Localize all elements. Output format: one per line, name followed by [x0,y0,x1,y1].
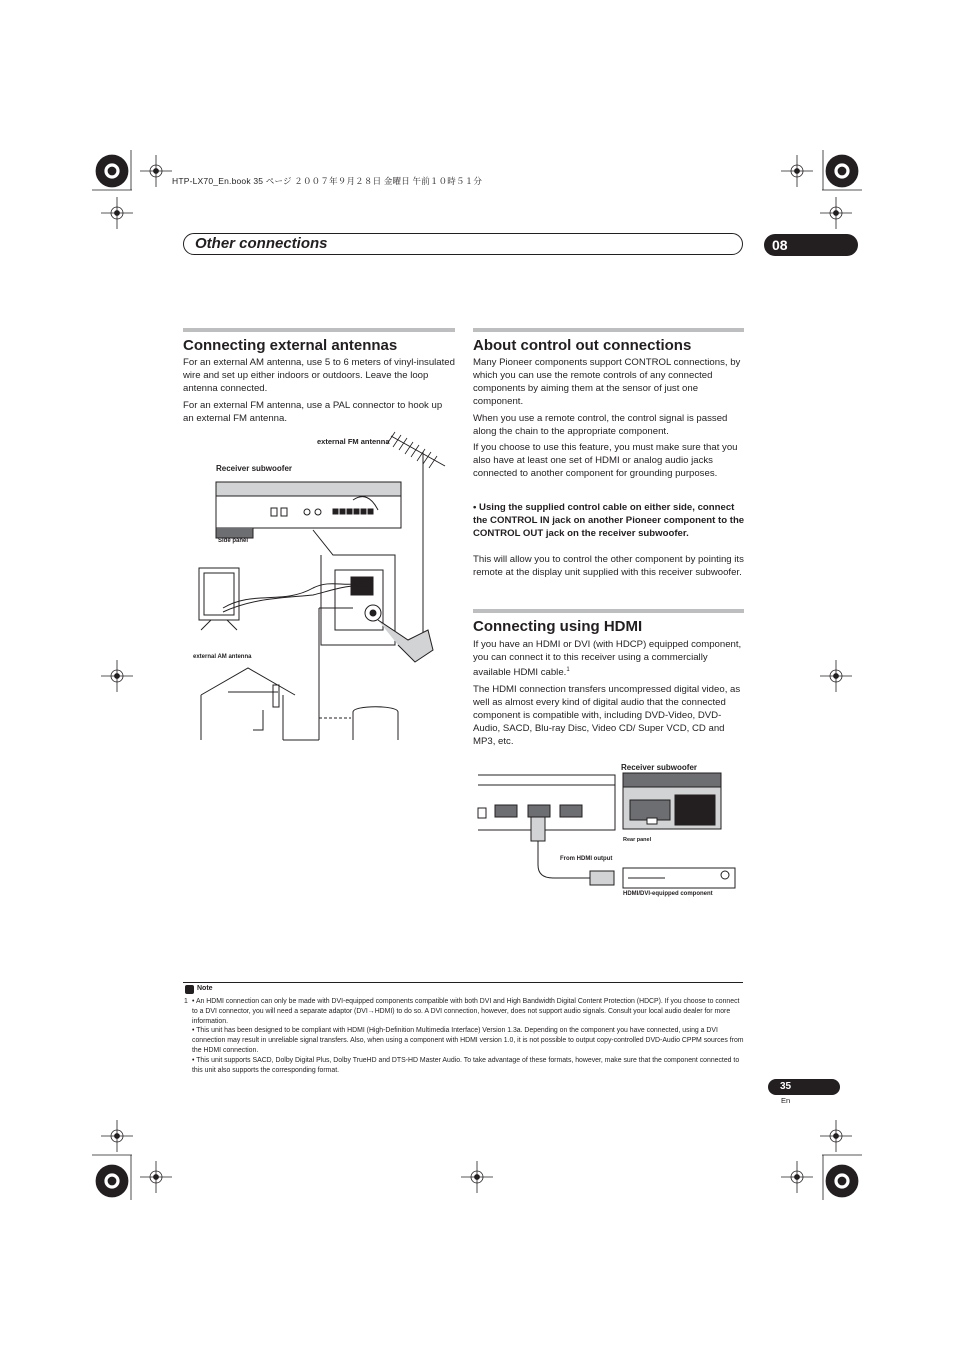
section-rule [473,609,744,613]
print-info: HTP-LX70_En.book 35 ページ ２００７年９月２８日 金曜日 午前１０時５１分 [172,176,483,186]
subwoofer-label: Receiver subwoofer [216,464,293,473]
section-title-control: About control out connections [473,337,692,354]
rear-panel-label: Rear panel [623,837,652,843]
section-rule [473,328,744,332]
page-language: En [781,1096,791,1105]
section-title-antennas: Connecting external antennas [183,337,398,354]
section-title-hdmi: Connecting using HDMI [473,618,643,635]
paragraph: For an external AM antenna, use 5 to 6 meters of vinyl-insulated wire and set up either indoors or outdoors. Leave the loop antenna connected. [183,357,455,394]
paragraph: If you choose to use this feature, you must make sure that you also have at least one set of HDMI or analog audio jacks connected to another component for grounding purposes. [473,442,738,479]
fm-antenna-label: external FM antenna [317,437,390,446]
footnote-line: • This unit supports SACD, Dolby Digital Plus, Dolby TrueHD and DTS-HD Master Audio. To take advantage of these formats, however, make sure that the component connected to this unit also supports the corresponding format. [192,1056,740,1074]
paragraph: If you have an HDMI or DVI (with HDCP) equipped component, you can connect it to this receiver using a commercially available HDMI cable.$^1$ [473,639,742,679]
note-title: Note [197,985,213,992]
footnote-ref[interactable]: 1 [566,667,570,673]
from-hdmi-label: From HDMI output [560,856,613,862]
note-rule [183,982,743,983]
footnote [184,997,744,1075]
hdmi-diagram [475,770,745,900]
page-number: 35 [768,1079,840,1095]
paragraph: When you use a remote control, the control signal is passed along the chain to the appropriate component. [473,413,728,437]
paragraph: For an external FM antenna, use a PAL connector to hook up an external FM antenna. [183,400,443,424]
note-icon [185,985,194,994]
bullet-instruction: • Using the supplied control cable on either side, connect the CONTROL IN jack on another Pioneer component to the CONTROL OUT jack on the receiver subwoofer. [473,502,745,539]
hdmi-component-label: HDMI/DVI-equipped component [623,891,713,897]
am-antenna-label: external AM antenna [193,654,252,660]
footnote-number: 1 [184,998,188,1005]
paragraph: Many Pioneer components support CONTROL connections, by which you can use the remote controls of any connected components by aiming them at the sensor of just one component. [473,357,741,407]
hdmi-subwoofer-label: Receiver subwoofer [621,763,698,772]
footnote-line: • An HDMI connection can only be made with DVI-equipped components compatible with both DVI and High Bandwidth Digital Content Protection (HDCP). If you choose to connect to a DVI connector, you will need a separate adaptor (DVI→HDMI) to do so. A DVI connection, however, does not support audio signals. Consult your local audio dealer for more information. [192,998,740,1025]
chapter-title: Other connections [195,235,328,252]
paragraph: The HDMI connection transfers uncompressed digital video, as well as almost every kind of digital audio that the connected component is compatible with, including DVD-Video, DVD-Audio, SACD, Blu-ray Disc, Video CD/ Super VCD, CD and MP3, etc. [473,684,741,747]
chapter-number: 08 [764,234,858,256]
section-rule [183,328,455,332]
side-panel-label: Side panel [218,538,249,544]
footnote-line: • This unit has been designed to be compliant with HDMI (High-Definition Multimedia Interface) Version 1.3a. Depending on the component you have connected, using a DVI connection may result in unreliable signal transfers. Also, when using a component with HDMI version 1.0, it is not possible to output copy-controlled DVD-Audio CPPM sources from the HDMI connection. [192,1027,744,1054]
paragraph: This will allow you to control the other component by pointing its remote at the display unit supplied with this receiver subwoofer. [473,554,744,578]
antenna-diagram [183,430,458,750]
